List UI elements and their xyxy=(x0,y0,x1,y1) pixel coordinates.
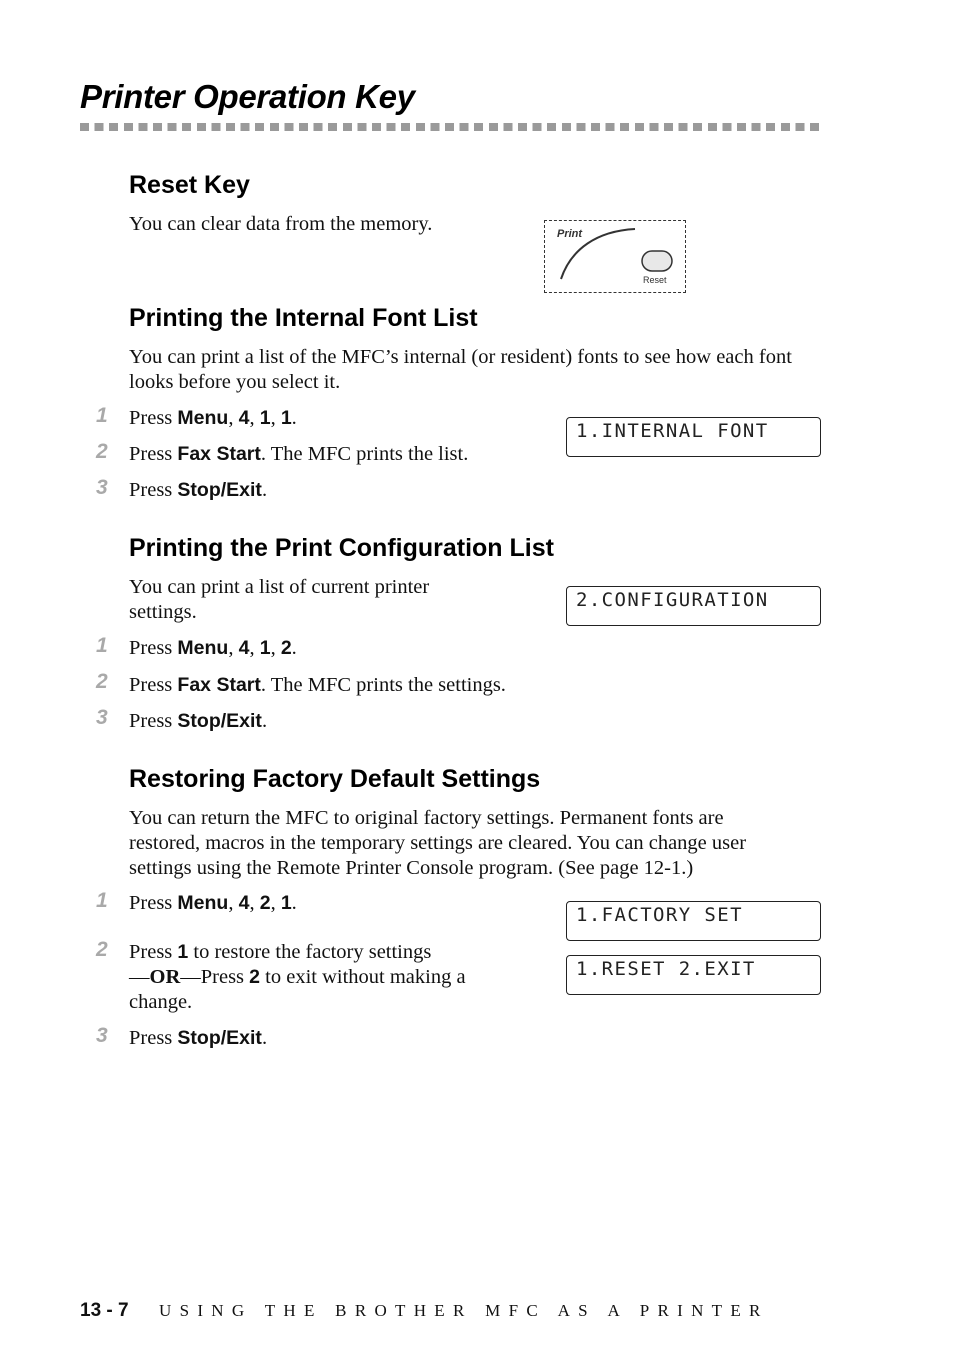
factory-step-1: Press Menu, 4, 2, 1. xyxy=(129,892,297,914)
reset-key-panel-illustration xyxy=(544,220,686,293)
config-list-text-line1: You can print a list of current printer xyxy=(129,576,430,598)
factory-step-2-line3: change. xyxy=(129,991,193,1013)
config-list-step-2: Press Fax Start. The MFC prints the settings. xyxy=(129,674,506,696)
font-list-text-line2: looks before you select it. xyxy=(129,371,341,393)
factory-default-heading: Restoring Factory Default Settings xyxy=(129,765,541,793)
config-list-text-line2: settings. xyxy=(129,601,197,623)
factory-text-line3: settings using the Remote Printer Console program. (See page 12-1.) xyxy=(129,857,694,879)
page-title: Printer Operation Key xyxy=(80,78,415,115)
step-number: 3 xyxy=(96,1024,108,1047)
step-number: 2 xyxy=(96,938,108,961)
config-list-step-3: Press Stop/Exit. xyxy=(129,710,268,732)
step-number: 3 xyxy=(96,706,108,729)
factory-step-2-line1: Press 1 to restore the factory settings xyxy=(129,941,432,963)
page-number: 13 - 7 xyxy=(80,1300,129,1321)
title-dotted-rule xyxy=(80,123,822,131)
print-swoosh-icon xyxy=(545,221,685,291)
factory-step-2-line2: —OR—Press 2 to exit without making a xyxy=(129,966,466,988)
lcd-display-internal-font: 1.INTERNAL FONT xyxy=(566,417,821,457)
font-list-text-line1: You can print a list of the MFC’s internal (or resident) fonts to see how each font xyxy=(129,346,792,368)
lcd-display-configuration: 2.CONFIGURATION xyxy=(566,586,821,626)
reset-button-icon xyxy=(642,251,672,271)
lcd-display-reset-exit: 1.RESET 2.EXIT xyxy=(566,955,821,995)
step-number: 1 xyxy=(96,404,108,427)
step-number: 2 xyxy=(96,440,108,463)
step-number: 1 xyxy=(96,889,108,912)
config-list-step-1: Press Menu, 4, 1, 2. xyxy=(129,637,297,659)
step-number: 2 xyxy=(96,670,108,693)
step-number: 3 xyxy=(96,476,108,499)
config-list-heading: Printing the Print Configuration List xyxy=(129,534,554,562)
font-list-heading: Printing the Internal Font List xyxy=(129,304,478,332)
reset-label: Reset xyxy=(643,275,667,285)
font-list-step-1: Press Menu, 4, 1, 1. xyxy=(129,407,297,429)
print-label: Print xyxy=(557,228,583,240)
reset-key-heading: Reset Key xyxy=(129,171,250,199)
reset-key-text: You can clear data from the memory. xyxy=(129,213,433,235)
font-list-step-3: Press Stop/Exit. xyxy=(129,479,268,501)
running-footer-title: USING THE BROTHER MFC AS A PRINTER xyxy=(159,1301,769,1320)
step-number: 1 xyxy=(96,634,108,657)
factory-text-line2: restored, macros in the temporary settings are cleared. You can change user xyxy=(129,832,747,854)
factory-step-3: Press Stop/Exit. xyxy=(129,1027,268,1049)
font-list-step-2: Press Fax Start. The MFC prints the list. xyxy=(129,443,469,465)
lcd-display-factory-set: 1.FACTORY SET xyxy=(566,901,821,941)
factory-text-line1: You can return the MFC to original factory settings. Permanent fonts are xyxy=(129,807,724,829)
